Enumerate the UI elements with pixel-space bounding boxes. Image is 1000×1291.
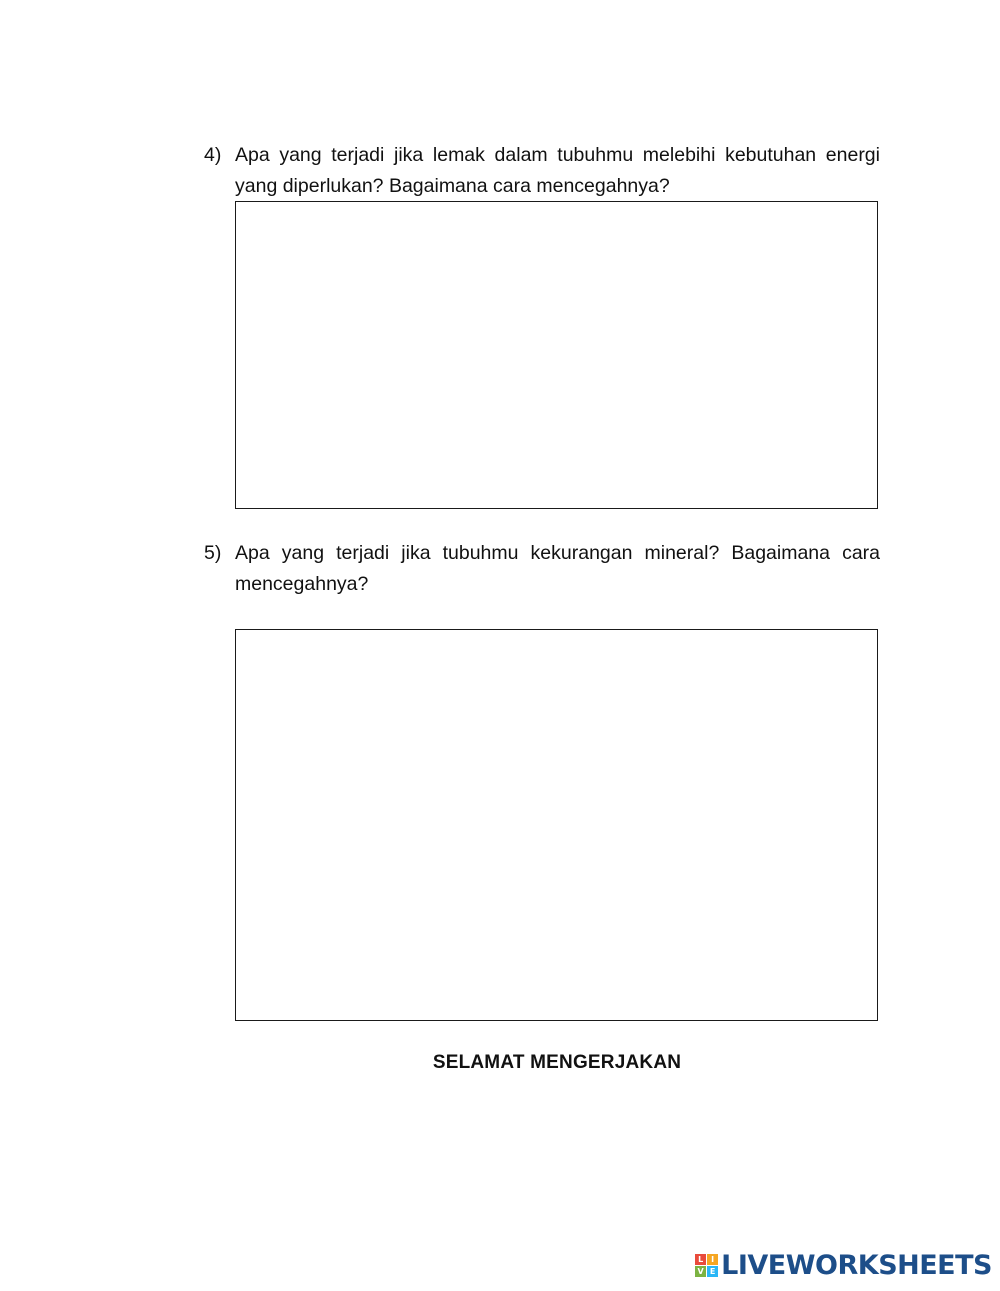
closing-text: SELAMAT MENGERJAKAN [432, 1052, 682, 1073]
logo-letter: V [695, 1266, 706, 1277]
question-number: 4) [204, 144, 222, 166]
logo-letter: L [695, 1254, 706, 1265]
logo-letter: I [707, 1254, 718, 1265]
answer-box-4[interactable] [235, 201, 878, 509]
question-text: Apa yang terjadi jika lemak dalam tubuhmu melebihi kebutuhan energi yang diperlukan? Bagaimana cara mencegahnya? [235, 144, 880, 197]
question-number: 5) [204, 542, 222, 564]
liveworksheets-logo [695, 1250, 992, 1281]
logo-text: LIVEWORKSHEETS [721, 1250, 992, 1281]
answer-box-5[interactable] [235, 629, 878, 1021]
question-text: Apa yang terjadi jika tubuhmu kekurangan mineral? Bagaimana cara mencegahnya? [235, 542, 880, 595]
question-4 [204, 140, 880, 202]
question-5 [204, 538, 880, 600]
logo-letter: E [707, 1266, 718, 1277]
logo-icon [695, 1254, 718, 1277]
